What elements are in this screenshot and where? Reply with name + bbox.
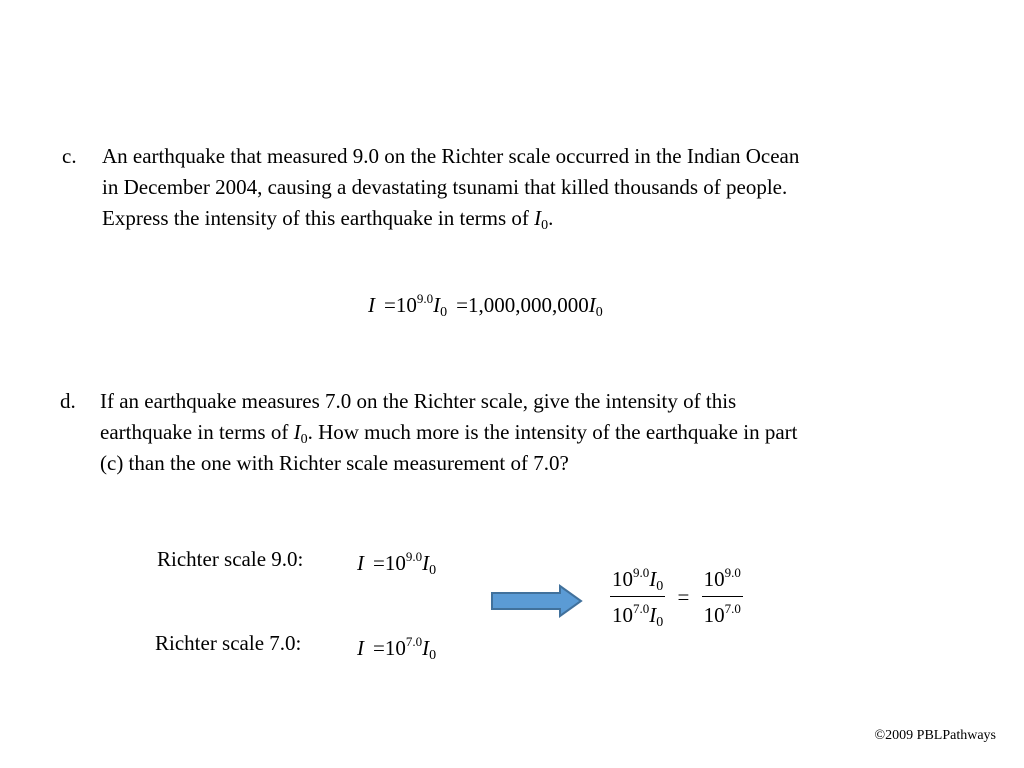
copyright-footer: ©2009 PBLPathways: [874, 728, 996, 743]
ratio-equation: [610, 565, 743, 631]
right-den-exp: 7.0: [724, 601, 741, 617]
left-den-sub: 0: [656, 615, 664, 631]
item-d-line-2: [100, 417, 797, 448]
right-denominator: [702, 603, 743, 628]
left-den-exp: 7.0: [633, 601, 650, 617]
left-num-var: I: [649, 567, 657, 591]
item-c-line-3-end: .: [548, 206, 554, 230]
item-c-var: I: [534, 206, 542, 230]
right-numerator: [702, 567, 743, 592]
equation-c: [368, 293, 603, 318]
r7-base: 10: [384, 636, 406, 660]
left-den-base: 10: [612, 603, 633, 628]
r7-var: I: [422, 636, 430, 660]
ratio-equals: =: [677, 585, 690, 610]
r9-exp: 9.0: [405, 549, 423, 564]
r7-sub: 0: [429, 648, 437, 663]
eq-c-lhs: I: [368, 293, 375, 317]
item-d-sub: 0: [300, 432, 308, 447]
item-c-line-3: [102, 203, 799, 234]
r9-equals: =: [373, 551, 385, 575]
eq-c-exp: 9.0: [416, 291, 434, 306]
item-c-marker: c.: [62, 144, 77, 168]
richter-9-equation: [357, 551, 436, 576]
right-fraction: [702, 567, 743, 628]
item-c-line-1: An earthquake that measured 9.0 on the Richter scale occurred in the Indian Ocean: [102, 144, 800, 168]
left-den-var: I: [649, 603, 657, 628]
left-num-exp: 9.0: [633, 565, 650, 580]
left-numerator: [610, 567, 665, 592]
item-d-text: [100, 386, 797, 479]
richter-9-label: Richter scale 9.0:: [157, 547, 304, 571]
eq-c-equals-2: =: [456, 293, 468, 317]
eq-c-var: I: [433, 293, 441, 317]
right-num-base: 10: [703, 567, 725, 591]
item-c: [62, 141, 982, 241]
arrow-shape: [492, 586, 581, 616]
eq-c-var-2: I: [588, 293, 596, 317]
item-d: [60, 386, 990, 486]
eq-c-sub-2: 0: [595, 305, 603, 320]
item-d-marker: d.: [60, 389, 76, 413]
left-denominator: [610, 601, 665, 631]
r9-lhs: I: [357, 551, 364, 575]
r7-equals: =: [373, 636, 385, 660]
right-num-exp: 9.0: [724, 565, 741, 580]
left-fraction-bar: [610, 596, 665, 597]
item-d-line-2-text: earthquake in terms of: [100, 420, 294, 444]
item-d-line-3: (c) than the one with Richter scale measurement of 7.0?: [100, 451, 569, 475]
eq-c-base: 10: [395, 293, 417, 317]
left-num-base: 10: [612, 567, 633, 591]
item-d-line-2-end: . How much more is the intensity of the earthquake in part: [307, 420, 798, 444]
item-d-var: I: [293, 420, 301, 444]
r9-base: 10: [384, 551, 406, 575]
richter-7-equation: [357, 636, 436, 661]
r7-exp: 7.0: [405, 634, 423, 649]
eq-c-sub: 0: [440, 305, 448, 320]
richter-7-label: Richter scale 7.0:: [155, 631, 302, 655]
left-num-sub: 0: [656, 579, 664, 594]
item-c-sub: 0: [541, 218, 549, 233]
r7-lhs: I: [357, 636, 364, 660]
item-c-text: [102, 141, 799, 234]
item-c-line-3-text: Express the intensity of this earthquake in terms of: [102, 206, 535, 230]
left-fraction: [610, 565, 665, 631]
r9-var: I: [422, 551, 430, 575]
eq-c-equals: =: [384, 293, 396, 317]
r9-sub: 0: [429, 563, 437, 578]
eq-c-value: 1,000,000,000: [467, 293, 589, 317]
item-c-line-2: in December 2004, causing a devastating tsunami that killed thousands of people.: [102, 175, 788, 199]
item-d-line-1: If an earthquake measures 7.0 on the Richter scale, give the intensity of this: [100, 389, 737, 413]
right-arrow-icon: [490, 584, 584, 618]
right-fraction-bar: [702, 596, 743, 597]
right-den-base: 10: [703, 603, 725, 628]
